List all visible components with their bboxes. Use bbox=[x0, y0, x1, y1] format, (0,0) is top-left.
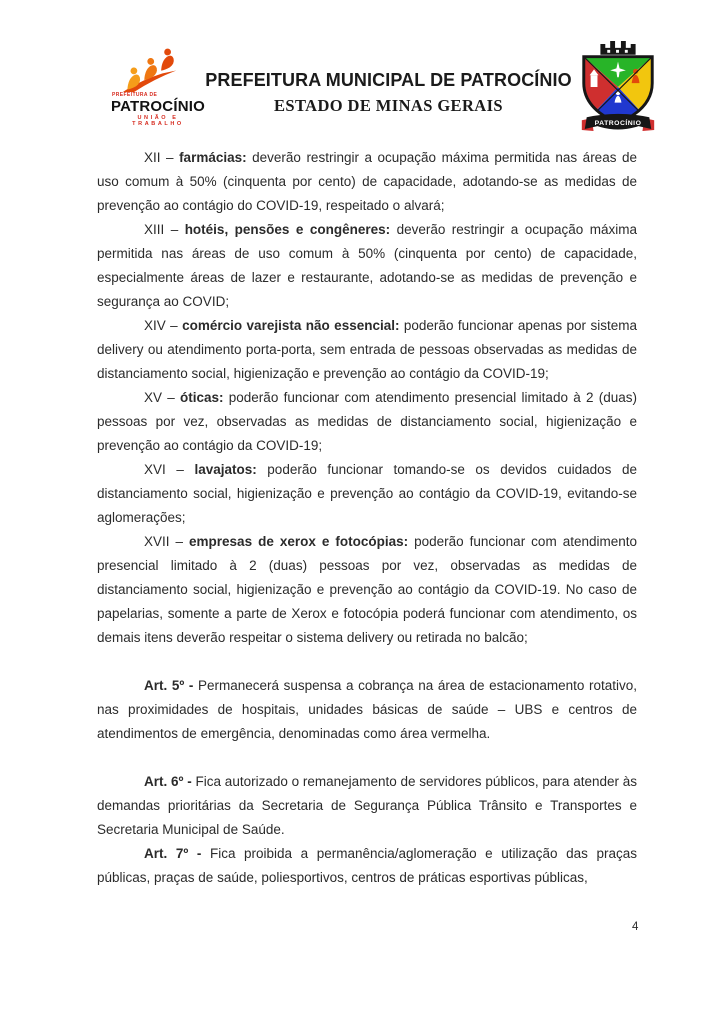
crest-banner-label: PATROCÍNIO bbox=[594, 120, 642, 128]
city-logo bbox=[110, 48, 206, 127]
header-subtitle: ESTADO DE MINAS GERAIS bbox=[274, 96, 503, 115]
paragraph-lead: empresas de xerox e fotocópias: bbox=[189, 534, 409, 549]
paragraph-lead: Art. 5º - bbox=[144, 678, 194, 693]
paragraph-text: Fica autorizado o remanejamento de servidores públicos, para atender às demandas prioritárias da Secretaria de Segurança Pública Trânsito e Transportes e Secretaria Municipal de Saúde. bbox=[97, 774, 638, 837]
paragraph bbox=[97, 842, 637, 890]
header-title: PREFEITURA MUNICIPAL DE PATROCÍNIO bbox=[205, 70, 572, 90]
logo-city-name: PATROCÍNIO bbox=[111, 98, 205, 115]
paragraph-lead: hotéis, pensões e congêneres: bbox=[184, 222, 391, 237]
paragraph bbox=[97, 770, 637, 842]
paragraph-prefix: XIV – bbox=[144, 318, 183, 333]
paragraph-lead: comércio varejista não essencial: bbox=[182, 318, 400, 333]
logo-prefix-text: PREFEITURA DE bbox=[112, 92, 158, 98]
paragraph-text: Permanecerá suspensa a cobrança na área de estacionamento rotativo, nas proximidades de hospitais, unidades básicas de saúde – UBS e centros de atendimentos de emergência, denominadas como área vermelha. bbox=[97, 678, 638, 741]
paragraph-text: poderão funcionar com atendimento presencial limitado à 2 (duas) pessoas por vez, observadas as medidas de distanciamento social, higienização e prevenção ao contágio da COVID-19; bbox=[97, 390, 637, 453]
paragraph-prefix: XII – bbox=[144, 150, 180, 165]
paragraph-text: deverão restringir a ocupação máxima permitida nas áreas de uso comum à 50% (cinquenta por cento) de capacidade, especialmente áreas de lazer e restaurante, adotando-se as medidas de prevenção e segurança ao COVID; bbox=[97, 222, 637, 309]
paragraph bbox=[97, 386, 637, 458]
paragraph bbox=[97, 674, 637, 746]
paragraph-lead: Art. 7º - bbox=[144, 846, 202, 861]
paragraph bbox=[97, 458, 637, 530]
paragraph-prefix: XVI – bbox=[144, 462, 195, 477]
paragraph-prefix: XVII – bbox=[144, 534, 190, 549]
paragraph-prefix: XV – bbox=[144, 390, 181, 405]
paragraph-lead: óticas: bbox=[180, 390, 224, 405]
paragraph-lead: lavajatos: bbox=[194, 462, 257, 477]
running-figures-icon bbox=[116, 48, 200, 92]
paragraph-text: poderão funcionar com atendimento presencial limitado à 2 (duas) pessoas por vez, observadas as medidas de distanciamento social, higienização e prevenção ao contágio da COVID-19. No caso de papelarias, somente a parte de Xerox e fotocópia poderá funcionar com atendimento, os demais itens deverão respeitar o sistema delivery ou retirada no balcão; bbox=[97, 534, 637, 645]
paragraph bbox=[97, 146, 637, 218]
document-body bbox=[97, 146, 637, 890]
logo-slogan-text: UNIÃO E TRABALHO bbox=[132, 115, 184, 127]
paragraph-lead: farmácias: bbox=[179, 150, 247, 165]
paragraph bbox=[97, 218, 637, 314]
page-number: 4 bbox=[632, 921, 639, 933]
paragraph-text: poderão funcionar apenas por sistema delivery ou atendimento porta-porta, sem entrada de pessoas observadas as medidas de distanciamento social, higienização e prevenção ao contágio da COVID-19; bbox=[97, 318, 637, 381]
paragraph bbox=[97, 530, 637, 650]
paragraph-text: Fica proibida a permanência/aglomeração e utilização das praças públicas, praças de saúde, poliesportivos, centros de práticas esportivas públicas, bbox=[97, 846, 637, 885]
paragraph-prefix: XIII – bbox=[144, 222, 185, 237]
header-titles bbox=[205, 70, 572, 116]
coat-of-arms-icon bbox=[574, 36, 662, 138]
paragraph-text: deverão restringir a ocupação máxima permitida nas áreas de uso comum à 50% (cinquenta por cento) de capacidade, adotando-se as medidas de prevenção ao contágio do COVID-19, respeitado o alvará; bbox=[97, 150, 637, 213]
paragraph bbox=[97, 314, 637, 386]
paragraph-lead: Art. 6º - bbox=[144, 774, 192, 789]
paragraph-text: poderão funcionar tomando-se os devidos cuidados de distanciamento social, higienização e prevenção ao contágio da COVID-19, evitando-se aglomerações; bbox=[97, 462, 637, 525]
